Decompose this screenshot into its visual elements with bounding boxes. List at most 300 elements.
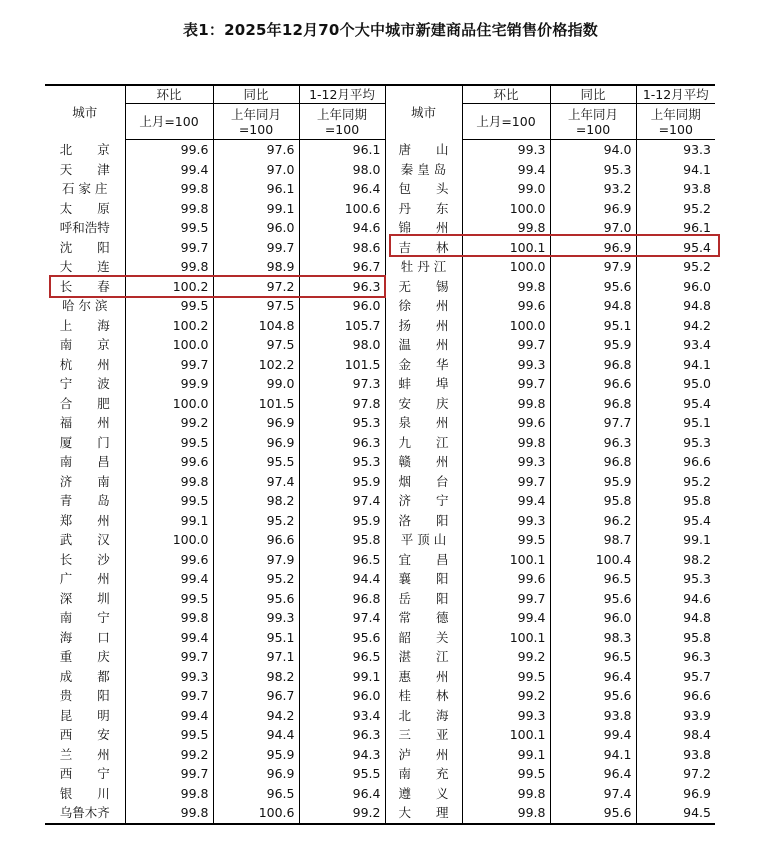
avg-value-right: 98.4 xyxy=(636,725,715,745)
avg-value-left: 98.0 xyxy=(299,335,385,355)
mom-value-left: 100.2 xyxy=(125,316,213,336)
table-row xyxy=(45,257,715,277)
city-name-left: 福 州 xyxy=(59,415,110,430)
avg-value-right: 94.5 xyxy=(636,803,715,824)
city-name-right: 赣 州 xyxy=(385,452,462,472)
avg-value-left: 96.8 xyxy=(299,589,385,609)
avg-value-right: 95.3 xyxy=(636,433,715,453)
city-name-left: 太 原 xyxy=(59,200,110,216)
yoy-value-left: 100.6 xyxy=(213,803,299,824)
city-name-left: 南 京 xyxy=(59,337,110,352)
city-name-left: 贵 阳 xyxy=(59,688,110,703)
city-name-right: 九 江 xyxy=(385,433,462,453)
mom-value-left: 99.9 xyxy=(125,374,213,394)
avg-value-right: 96.6 xyxy=(636,452,715,472)
mom-value-right: 99.1 xyxy=(462,745,550,765)
table-row xyxy=(45,491,715,511)
mom-value-right: 100.1 xyxy=(462,550,550,570)
city-name-right: 泸 州 xyxy=(385,745,462,765)
avg-value-right: 95.1 xyxy=(636,413,715,433)
table-row xyxy=(45,667,715,687)
highlight-box-changchun xyxy=(49,275,386,298)
mom-value-right: 99.7 xyxy=(462,335,550,355)
city-name-right: 洛 阳 xyxy=(385,511,462,531)
mom-value-left: 99.8 xyxy=(125,199,213,219)
yoy-value-right: 95.6 xyxy=(550,803,636,824)
table-row xyxy=(45,530,715,550)
header-avg-left: 1-12月平均 xyxy=(299,85,385,104)
yoy-value-right: 96.9 xyxy=(550,199,636,219)
avg-value-right: 94.1 xyxy=(636,160,715,180)
table-row xyxy=(45,764,715,784)
city-name-left: 上 海 xyxy=(59,317,110,333)
yoy-value-left: 104.8 xyxy=(213,316,299,336)
city-name-right: 吉 林 xyxy=(385,238,462,258)
yoy-value-left: 99.7 xyxy=(213,238,299,258)
mom-value-left: 99.2 xyxy=(125,745,213,765)
yoy-value-right: 96.9 xyxy=(550,238,636,258)
yoy-value-left: 98.2 xyxy=(213,491,299,511)
mom-value-left: 99.8 xyxy=(125,472,213,492)
avg-value-right: 94.8 xyxy=(636,608,715,628)
city-name-left: 合 肥 xyxy=(59,395,110,411)
mom-value-right: 99.6 xyxy=(462,413,550,433)
avg-value-right: 95.2 xyxy=(636,472,715,492)
avg-value-left: 97.3 xyxy=(299,374,385,394)
city-name-left: 乌鲁木齐 xyxy=(45,803,125,824)
yoy-value-right: 96.2 xyxy=(550,511,636,531)
mom-value-left: 99.8 xyxy=(125,803,213,824)
yoy-value-right: 99.4 xyxy=(550,725,636,745)
city-name-right: 包 头 xyxy=(385,179,462,199)
header-avg-right: 1-12月平均 xyxy=(636,85,715,104)
mom-value-right: 100.0 xyxy=(462,199,550,219)
yoy-value-left: 95.2 xyxy=(213,569,299,589)
yoy-value-right: 98.7 xyxy=(550,530,636,550)
mom-value-left: 99.5 xyxy=(125,589,213,609)
mom-value-right: 99.6 xyxy=(462,569,550,589)
avg-value-right: 95.4 xyxy=(636,511,715,531)
city-name-left: 呼和浩特 xyxy=(59,220,110,235)
mom-value-right: 99.8 xyxy=(462,218,550,238)
yoy-value-right: 96.0 xyxy=(550,608,636,628)
city-name-right: 岳 阳 xyxy=(385,589,462,609)
yoy-value-left: 99.3 xyxy=(213,608,299,628)
yoy-value-left: 97.4 xyxy=(213,472,299,492)
avg-value-left: 97.4 xyxy=(299,491,385,511)
table-row xyxy=(45,472,715,492)
table-row xyxy=(45,628,715,648)
yoy-value-right: 96.8 xyxy=(550,394,636,414)
city-name-right: 蚌 埠 xyxy=(385,374,462,394)
city-name-right: 平 顶 山 xyxy=(385,530,462,550)
avg-value-left: 95.9 xyxy=(299,511,385,531)
yoy-value-left: 97.5 xyxy=(213,335,299,355)
yoy-value-right: 95.9 xyxy=(550,335,636,355)
yoy-value-right: 96.6 xyxy=(550,374,636,394)
table-row xyxy=(45,569,715,589)
yoy-value-left: 97.9 xyxy=(213,550,299,570)
avg-value-right: 96.3 xyxy=(636,647,715,667)
city-name-left: 重 庆 xyxy=(59,649,110,664)
mom-value-right: 99.5 xyxy=(462,530,550,550)
yoy-value-left: 95.9 xyxy=(213,745,299,765)
city-name-left: 海 口 xyxy=(59,629,110,645)
yoy-value-left: 99.0 xyxy=(213,374,299,394)
city-name-right: 大 理 xyxy=(385,803,462,824)
avg-value-left: 96.0 xyxy=(299,686,385,706)
avg-value-left: 94.3 xyxy=(299,745,385,765)
table-row xyxy=(45,686,715,706)
yoy-value-right: 95.3 xyxy=(550,160,636,180)
city-name-left: 银 川 xyxy=(59,785,110,801)
avg-value-left: 96.3 xyxy=(299,277,385,297)
table-row xyxy=(45,413,715,433)
yoy-value-left: 102.2 xyxy=(213,355,299,375)
mom-value-left: 99.6 xyxy=(125,550,213,570)
avg-value-left: 101.5 xyxy=(299,355,385,375)
city-name-right: 金 华 xyxy=(385,355,462,375)
mom-value-left: 99.7 xyxy=(125,647,213,667)
mom-value-left: 99.8 xyxy=(125,784,213,804)
yoy-value-left: 96.1 xyxy=(213,179,299,199)
yoy-value-left: 96.7 xyxy=(213,686,299,706)
city-name-right: 锦 州 xyxy=(385,218,462,238)
mom-value-left: 100.0 xyxy=(125,335,213,355)
table-row xyxy=(45,335,715,355)
city-name-right: 泉 州 xyxy=(385,413,462,433)
yoy-value-right: 96.4 xyxy=(550,667,636,687)
mom-value-right: 99.0 xyxy=(462,179,550,199)
table-row xyxy=(45,608,715,628)
mom-value-left: 99.8 xyxy=(125,179,213,199)
header-city-right: 城市 xyxy=(385,85,462,140)
mom-value-right: 99.4 xyxy=(462,491,550,511)
yoy-value-left: 97.2 xyxy=(213,277,299,297)
city-name-left: 厦 门 xyxy=(59,434,110,450)
city-name-right: 韶 关 xyxy=(385,628,462,648)
avg-value-right: 96.0 xyxy=(636,277,715,297)
header-yoy-left: 同比 xyxy=(213,85,299,104)
avg-value-right: 93.8 xyxy=(636,179,715,199)
mom-value-left: 99.7 xyxy=(125,764,213,784)
city-name-right: 烟 台 xyxy=(385,472,462,492)
city-name-right: 安 庆 xyxy=(385,394,462,414)
table-row xyxy=(45,140,715,160)
yoy-value-left: 97.6 xyxy=(213,140,299,160)
avg-value-right: 96.9 xyxy=(636,784,715,804)
city-name-left: 武 汉 xyxy=(59,532,110,547)
city-name-right: 无 锡 xyxy=(385,277,462,297)
avg-value-left: 98.6 xyxy=(299,238,385,258)
city-name-left: 西 安 xyxy=(59,727,110,742)
yoy-value-right: 95.6 xyxy=(550,686,636,706)
yoy-value-right: 97.9 xyxy=(550,257,636,277)
mom-value-left: 99.4 xyxy=(125,628,213,648)
table-row xyxy=(45,647,715,667)
mom-value-right: 99.3 xyxy=(462,706,550,726)
city-name-right: 丹 东 xyxy=(385,199,462,219)
subheader-yoy-left: 上年同月 =100 xyxy=(213,104,299,140)
table-row xyxy=(45,589,715,609)
avg-value-right: 95.2 xyxy=(636,199,715,219)
subheader-avg-left: 上年同期 =100 xyxy=(299,104,385,140)
avg-value-right: 94.2 xyxy=(636,316,715,336)
mom-value-right: 99.5 xyxy=(462,764,550,784)
mom-value-right: 99.3 xyxy=(462,511,550,531)
city-name-left: 长 沙 xyxy=(59,551,110,567)
city-name-right: 秦 皇 岛 xyxy=(385,160,462,180)
avg-value-right: 95.8 xyxy=(636,491,715,511)
yoy-value-right: 93.8 xyxy=(550,706,636,726)
avg-value-left: 99.2 xyxy=(299,803,385,824)
yoy-value-left: 95.2 xyxy=(213,511,299,531)
yoy-value-left: 96.6 xyxy=(213,530,299,550)
yoy-value-left: 96.9 xyxy=(213,433,299,453)
avg-value-right: 93.9 xyxy=(636,706,715,726)
price-index-table xyxy=(45,84,715,825)
yoy-value-right: 97.4 xyxy=(550,784,636,804)
mom-value-left: 100.2 xyxy=(125,277,213,297)
avg-value-left: 96.3 xyxy=(299,433,385,453)
city-name-left: 兰 州 xyxy=(59,746,110,762)
avg-value-left: 96.1 xyxy=(299,140,385,160)
mom-value-left: 100.0 xyxy=(125,394,213,414)
avg-value-right: 96.1 xyxy=(636,218,715,238)
avg-value-left: 94.4 xyxy=(299,569,385,589)
avg-value-left: 96.3 xyxy=(299,725,385,745)
avg-value-left: 96.4 xyxy=(299,179,385,199)
city-name-left: 济 南 xyxy=(59,473,110,489)
yoy-value-right: 96.8 xyxy=(550,452,636,472)
table-row xyxy=(45,550,715,570)
city-name-left: 广 州 xyxy=(59,571,110,586)
yoy-value-left: 101.5 xyxy=(213,394,299,414)
yoy-value-right: 96.3 xyxy=(550,433,636,453)
avg-value-right: 93.3 xyxy=(636,140,715,160)
mom-value-left: 99.6 xyxy=(125,452,213,472)
mom-value-right: 99.7 xyxy=(462,589,550,609)
city-name-left: 北 京 xyxy=(59,141,110,157)
mom-value-right: 99.8 xyxy=(462,433,550,453)
yoy-value-right: 98.3 xyxy=(550,628,636,648)
table-row xyxy=(45,374,715,394)
yoy-value-left: 94.2 xyxy=(213,706,299,726)
mom-value-left: 99.4 xyxy=(125,569,213,589)
city-name-right: 徐 州 xyxy=(385,296,462,316)
table-row xyxy=(45,803,715,824)
avg-value-left: 95.9 xyxy=(299,472,385,492)
mom-value-left: 99.3 xyxy=(125,667,213,687)
header-mom-left: 环比 xyxy=(125,85,213,104)
table-row xyxy=(45,179,715,199)
avg-value-right: 94.1 xyxy=(636,355,715,375)
avg-value-right: 96.6 xyxy=(636,686,715,706)
yoy-value-left: 98.9 xyxy=(213,257,299,277)
yoy-value-left: 97.5 xyxy=(213,296,299,316)
mom-value-left: 99.6 xyxy=(125,140,213,160)
mom-value-right: 99.3 xyxy=(462,355,550,375)
avg-value-left: 93.4 xyxy=(299,706,385,726)
avg-value-right: 93.4 xyxy=(636,335,715,355)
avg-value-left: 94.6 xyxy=(299,218,385,238)
avg-value-right: 95.3 xyxy=(636,569,715,589)
city-name-right: 北 海 xyxy=(385,706,462,726)
yoy-value-left: 96.9 xyxy=(213,764,299,784)
city-name-left: 西 宁 xyxy=(59,766,110,781)
subheader-mom-right: 上月=100 xyxy=(462,104,550,140)
avg-value-right: 95.7 xyxy=(636,667,715,687)
avg-value-left: 96.5 xyxy=(299,647,385,667)
mom-value-right: 99.3 xyxy=(462,140,550,160)
mom-value-right: 99.2 xyxy=(462,686,550,706)
avg-value-left: 96.7 xyxy=(299,257,385,277)
avg-value-right: 95.0 xyxy=(636,374,715,394)
yoy-value-right: 100.4 xyxy=(550,550,636,570)
yoy-value-right: 95.9 xyxy=(550,472,636,492)
avg-value-right: 94.6 xyxy=(636,589,715,609)
yoy-value-right: 96.8 xyxy=(550,355,636,375)
city-name-left: 沈 阳 xyxy=(59,239,110,255)
mom-value-right: 99.8 xyxy=(462,784,550,804)
mom-value-right: 99.2 xyxy=(462,647,550,667)
avg-value-left: 96.5 xyxy=(299,550,385,570)
avg-value-right: 95.4 xyxy=(636,238,715,258)
mom-value-right: 100.0 xyxy=(462,316,550,336)
yoy-value-right: 94.0 xyxy=(550,140,636,160)
mom-value-right: 99.5 xyxy=(462,667,550,687)
mom-value-left: 99.8 xyxy=(125,608,213,628)
avg-value-right: 95.2 xyxy=(636,257,715,277)
yoy-value-right: 95.8 xyxy=(550,491,636,511)
avg-value-right: 99.1 xyxy=(636,530,715,550)
yoy-value-left: 97.0 xyxy=(213,160,299,180)
yoy-value-right: 95.6 xyxy=(550,589,636,609)
city-name-right: 桂 林 xyxy=(385,686,462,706)
avg-value-left: 97.4 xyxy=(299,608,385,628)
avg-value-left: 98.0 xyxy=(299,160,385,180)
city-name-right: 牡 丹 江 xyxy=(385,257,462,277)
yoy-value-right: 96.5 xyxy=(550,647,636,667)
table-row xyxy=(45,725,715,745)
header-city-left: 城市 xyxy=(45,85,125,140)
mom-value-right: 99.8 xyxy=(462,277,550,297)
city-name-right: 唐 山 xyxy=(385,140,462,160)
mom-value-left: 99.8 xyxy=(125,257,213,277)
mom-value-left: 99.2 xyxy=(125,413,213,433)
mom-value-left: 99.5 xyxy=(125,725,213,745)
city-name-left: 深 圳 xyxy=(59,590,110,606)
mom-value-left: 99.7 xyxy=(125,355,213,375)
avg-value-left: 99.1 xyxy=(299,667,385,687)
mom-value-right: 99.4 xyxy=(462,160,550,180)
city-name-right: 惠 州 xyxy=(385,667,462,687)
mom-value-right: 100.1 xyxy=(462,725,550,745)
mom-value-right: 99.8 xyxy=(462,803,550,824)
yoy-value-right: 93.2 xyxy=(550,179,636,199)
city-name-left: 大 连 xyxy=(59,259,110,274)
city-name-right: 南 充 xyxy=(385,764,462,784)
city-name-left: 石 家 庄 xyxy=(62,181,108,196)
avg-value-right: 98.2 xyxy=(636,550,715,570)
city-name-right: 常 德 xyxy=(385,608,462,628)
city-name-right: 宜 昌 xyxy=(385,550,462,570)
mom-value-left: 99.4 xyxy=(125,160,213,180)
mom-value-right: 100.0 xyxy=(462,257,550,277)
table-row xyxy=(45,452,715,472)
avg-value-right: 97.2 xyxy=(636,764,715,784)
mom-value-left: 99.7 xyxy=(125,686,213,706)
avg-value-right: 94.8 xyxy=(636,296,715,316)
yoy-value-right: 94.1 xyxy=(550,745,636,765)
avg-value-left: 95.5 xyxy=(299,764,385,784)
yoy-value-left: 97.1 xyxy=(213,647,299,667)
table-row xyxy=(45,394,715,414)
avg-value-left: 95.8 xyxy=(299,530,385,550)
city-name-left: 成 都 xyxy=(59,668,110,684)
avg-value-left: 96.0 xyxy=(299,296,385,316)
yoy-value-left: 96.5 xyxy=(213,784,299,804)
city-name-right: 济 宁 xyxy=(385,491,462,511)
avg-value-right: 93.8 xyxy=(636,745,715,765)
city-name-left: 杭 州 xyxy=(59,356,110,372)
highlight-box-jilin xyxy=(389,234,720,257)
mom-value-right: 100.1 xyxy=(462,628,550,648)
table-row xyxy=(45,433,715,453)
mom-value-left: 99.4 xyxy=(125,706,213,726)
table-row xyxy=(45,706,715,726)
avg-value-left: 105.7 xyxy=(299,316,385,336)
yoy-value-left: 95.5 xyxy=(213,452,299,472)
mom-value-left: 100.0 xyxy=(125,530,213,550)
table-row xyxy=(45,511,715,531)
yoy-value-right: 94.8 xyxy=(550,296,636,316)
yoy-value-left: 98.2 xyxy=(213,667,299,687)
city-name-left: 长 春 xyxy=(59,278,110,294)
yoy-value-left: 94.4 xyxy=(213,725,299,745)
yoy-value-right: 97.7 xyxy=(550,413,636,433)
city-name-right: 湛 江 xyxy=(385,647,462,667)
avg-value-left: 95.6 xyxy=(299,628,385,648)
header-mom-right: 环比 xyxy=(462,85,550,104)
mom-value-right: 99.3 xyxy=(462,452,550,472)
subheader-mom-left: 上月=100 xyxy=(125,104,213,140)
yoy-value-left: 95.6 xyxy=(213,589,299,609)
yoy-value-right: 95.1 xyxy=(550,316,636,336)
mom-value-left: 99.5 xyxy=(125,433,213,453)
mom-value-left: 99.5 xyxy=(125,296,213,316)
yoy-value-left: 95.1 xyxy=(213,628,299,648)
city-name-right: 扬 州 xyxy=(385,316,462,336)
mom-value-right: 99.6 xyxy=(462,296,550,316)
mom-value-right: 99.4 xyxy=(462,608,550,628)
city-name-right: 襄 阳 xyxy=(385,569,462,589)
subheader-avg-right: 上年同期 =100 xyxy=(636,104,715,140)
mom-value-right: 99.7 xyxy=(462,374,550,394)
city-name-right: 三 亚 xyxy=(385,725,462,745)
table-row xyxy=(45,355,715,375)
mom-value-right: 99.7 xyxy=(462,472,550,492)
mom-value-left: 99.1 xyxy=(125,511,213,531)
city-name-left: 南 宁 xyxy=(59,610,110,625)
table-row xyxy=(45,745,715,765)
header-yoy-right: 同比 xyxy=(550,85,636,104)
city-name-left: 哈 尔 滨 xyxy=(62,298,108,313)
avg-value-left: 95.3 xyxy=(299,413,385,433)
avg-value-left: 95.3 xyxy=(299,452,385,472)
city-name-left: 南 昌 xyxy=(59,454,110,469)
city-name-right: 遵 义 xyxy=(385,784,462,804)
